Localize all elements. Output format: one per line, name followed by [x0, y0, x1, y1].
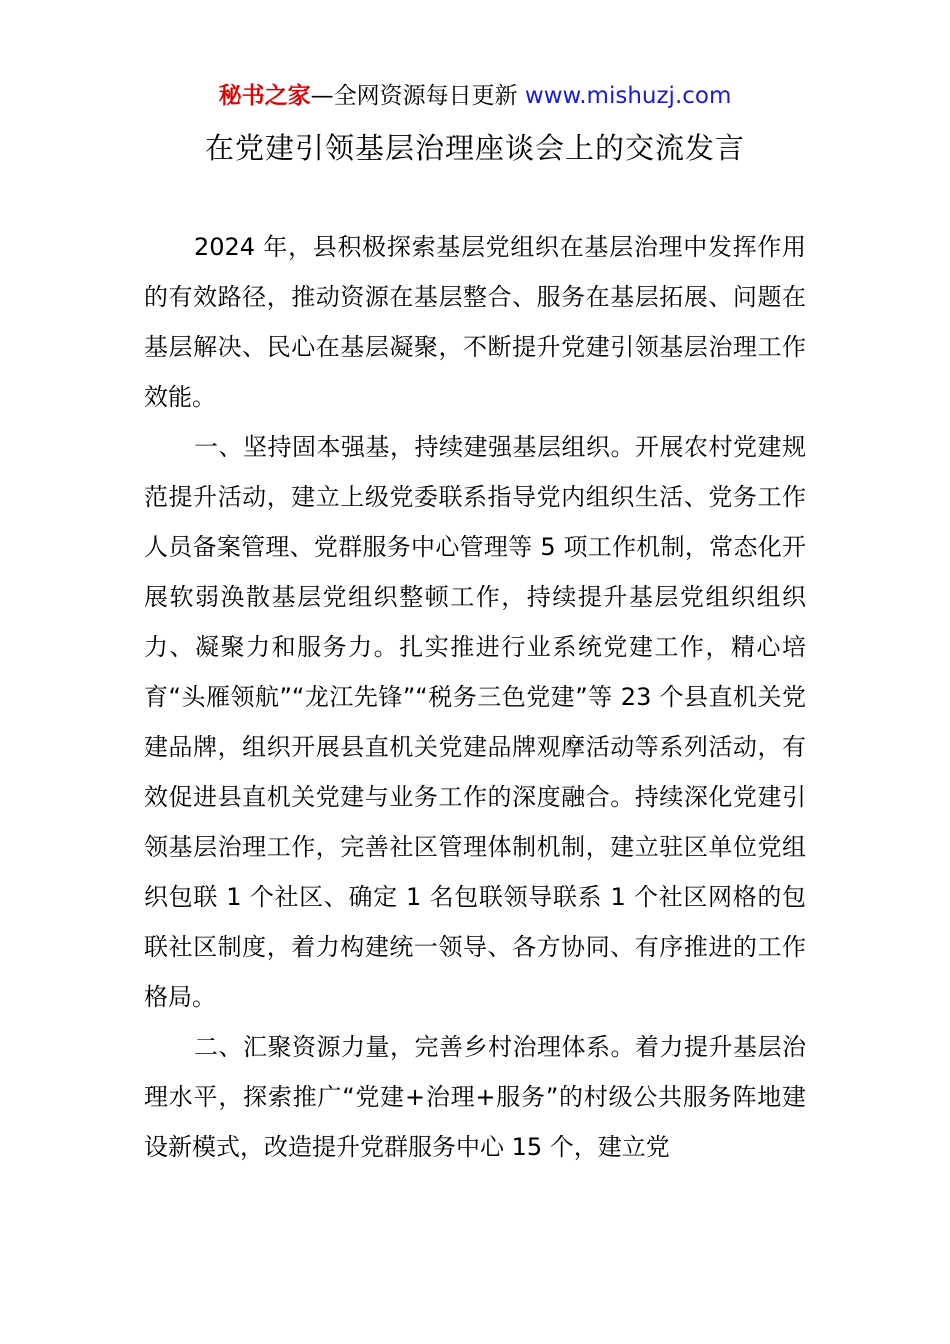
- site-name: 秘书之家: [218, 83, 311, 109]
- paragraph-text: 开展农村党建规范提升活动，建立上级党委联系指导党内组织生活、党务工作人员备案管理、党群服务中心管理等 5 项工作机制，常态化开展软弱涣散基层党组织整顿工作，持续提升基层党组织组织力、凝聚力和服务力。扎实推进行业系统党建工作，精心培育“头雁领航”“龙江先锋”“税务三色党建”等 23 个县直机关党建品牌，组织开展县直机关党建品牌观摩活动等系列活动，有效促进县直机关党建与业务工作的深度融合。持续深化党建引领基层治理工作，完善社区管理体制机制，建立驻区单位党组织包联 1 个社区、确定 1 名包联领导联系 1 个社区网格的包联社区制度，着力构建统一领导、各方协同、有序推进的工作格局。: [144, 433, 806, 1011]
- paragraph-lead: 一、坚持固本强基，持续建强基层组织。: [194, 433, 635, 461]
- paragraph-section-2: [144, 1022, 806, 1172]
- paragraph-intro: [144, 222, 806, 422]
- site-url-link[interactable]: www.mishuzj.com: [524, 83, 732, 109]
- paragraph-section-1: [144, 422, 806, 1022]
- site-header: [0, 80, 950, 112]
- paragraph-text: 着力提升基层治理水平，探索推广“党建+治理+服务”的村级公共服务阵地建设新模式，改造提升党群服务中心 15 个，建立党: [144, 1033, 806, 1161]
- paragraph-lead: 二、汇聚资源力量，完善乡村治理体系。: [194, 1033, 635, 1061]
- paragraph-text: 2024 年，县积极探索基层党组织在基层治理中发挥作用的有效路径，推动资源在基层整合、服务在基层拓展、问题在基层解决、民心在基层凝聚，不断提升党建引领基层治理工作效能。: [144, 233, 806, 411]
- document-body: [144, 222, 806, 1172]
- site-tagline: —全网资源每日更新: [310, 83, 518, 109]
- document-title: 在党建引领基层治理座谈会上的交流发言: [204, 131, 745, 165]
